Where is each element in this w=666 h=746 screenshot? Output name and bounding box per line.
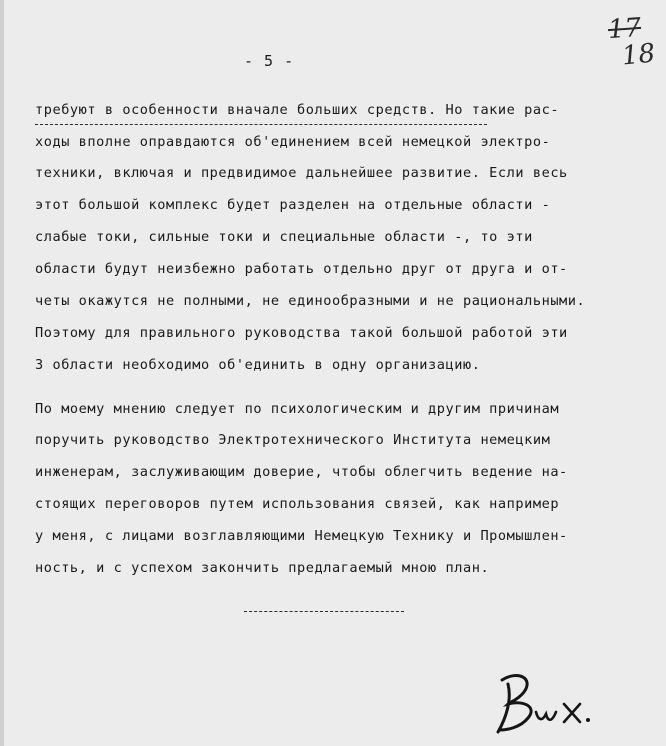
text-line: ность, и с успехом закончить предлагаемый мною план. <box>35 560 490 576</box>
underline-dashed <box>35 124 487 125</box>
text-line: этот большой комплекс будет разделен на отдельные области - <box>35 197 551 213</box>
handwritten-signature <box>484 660 614 740</box>
text-line: области будут неизбежно работать отдельно друг от друга и от- <box>35 261 568 277</box>
text-line: ходы вполне оправдаются об'единением всей немецкой электро- <box>35 134 551 150</box>
text-line: слабые токи, сильные токи и специальные области -, то эти <box>35 229 533 245</box>
text-line: По моему мнению следует по психологическим и другим причинам <box>35 401 560 417</box>
text-line: четы окажутся не полными, не единообразными и не рациональными. <box>35 293 586 309</box>
archive-number-crossed-out: 17 <box>606 12 643 46</box>
archive-page-number <box>604 14 660 78</box>
page-number: - 5 - <box>244 52 295 70</box>
text-line: поручить руководство Электротехнического Института немецким <box>35 432 551 448</box>
text-line: требуют в особенности вначале больших средств. Но такие рас- <box>35 102 560 118</box>
text-line: 3 области необходимо об'единить в одну организацию. <box>35 357 481 373</box>
end-rule-dashed <box>244 611 404 612</box>
archive-number-current: 18 <box>620 38 657 72</box>
text-line: у меня, с лицами возглавляющими Немецкую Технику и Промышлен- <box>35 528 568 544</box>
page-edge-shadow <box>0 0 4 746</box>
text-line: Поэтому для правильного руководства такой большой работой эти <box>35 325 568 341</box>
signature-drawing <box>484 660 614 740</box>
text-line: техники, включая и предвидимое дальнейшее развитие. Если весь <box>35 165 568 181</box>
text-line: стоящих переговоров путем использования связей, как например <box>35 496 560 512</box>
text-line: инженерам, заслуживающим доверие, чтобы облегчить ведение на- <box>35 464 568 480</box>
